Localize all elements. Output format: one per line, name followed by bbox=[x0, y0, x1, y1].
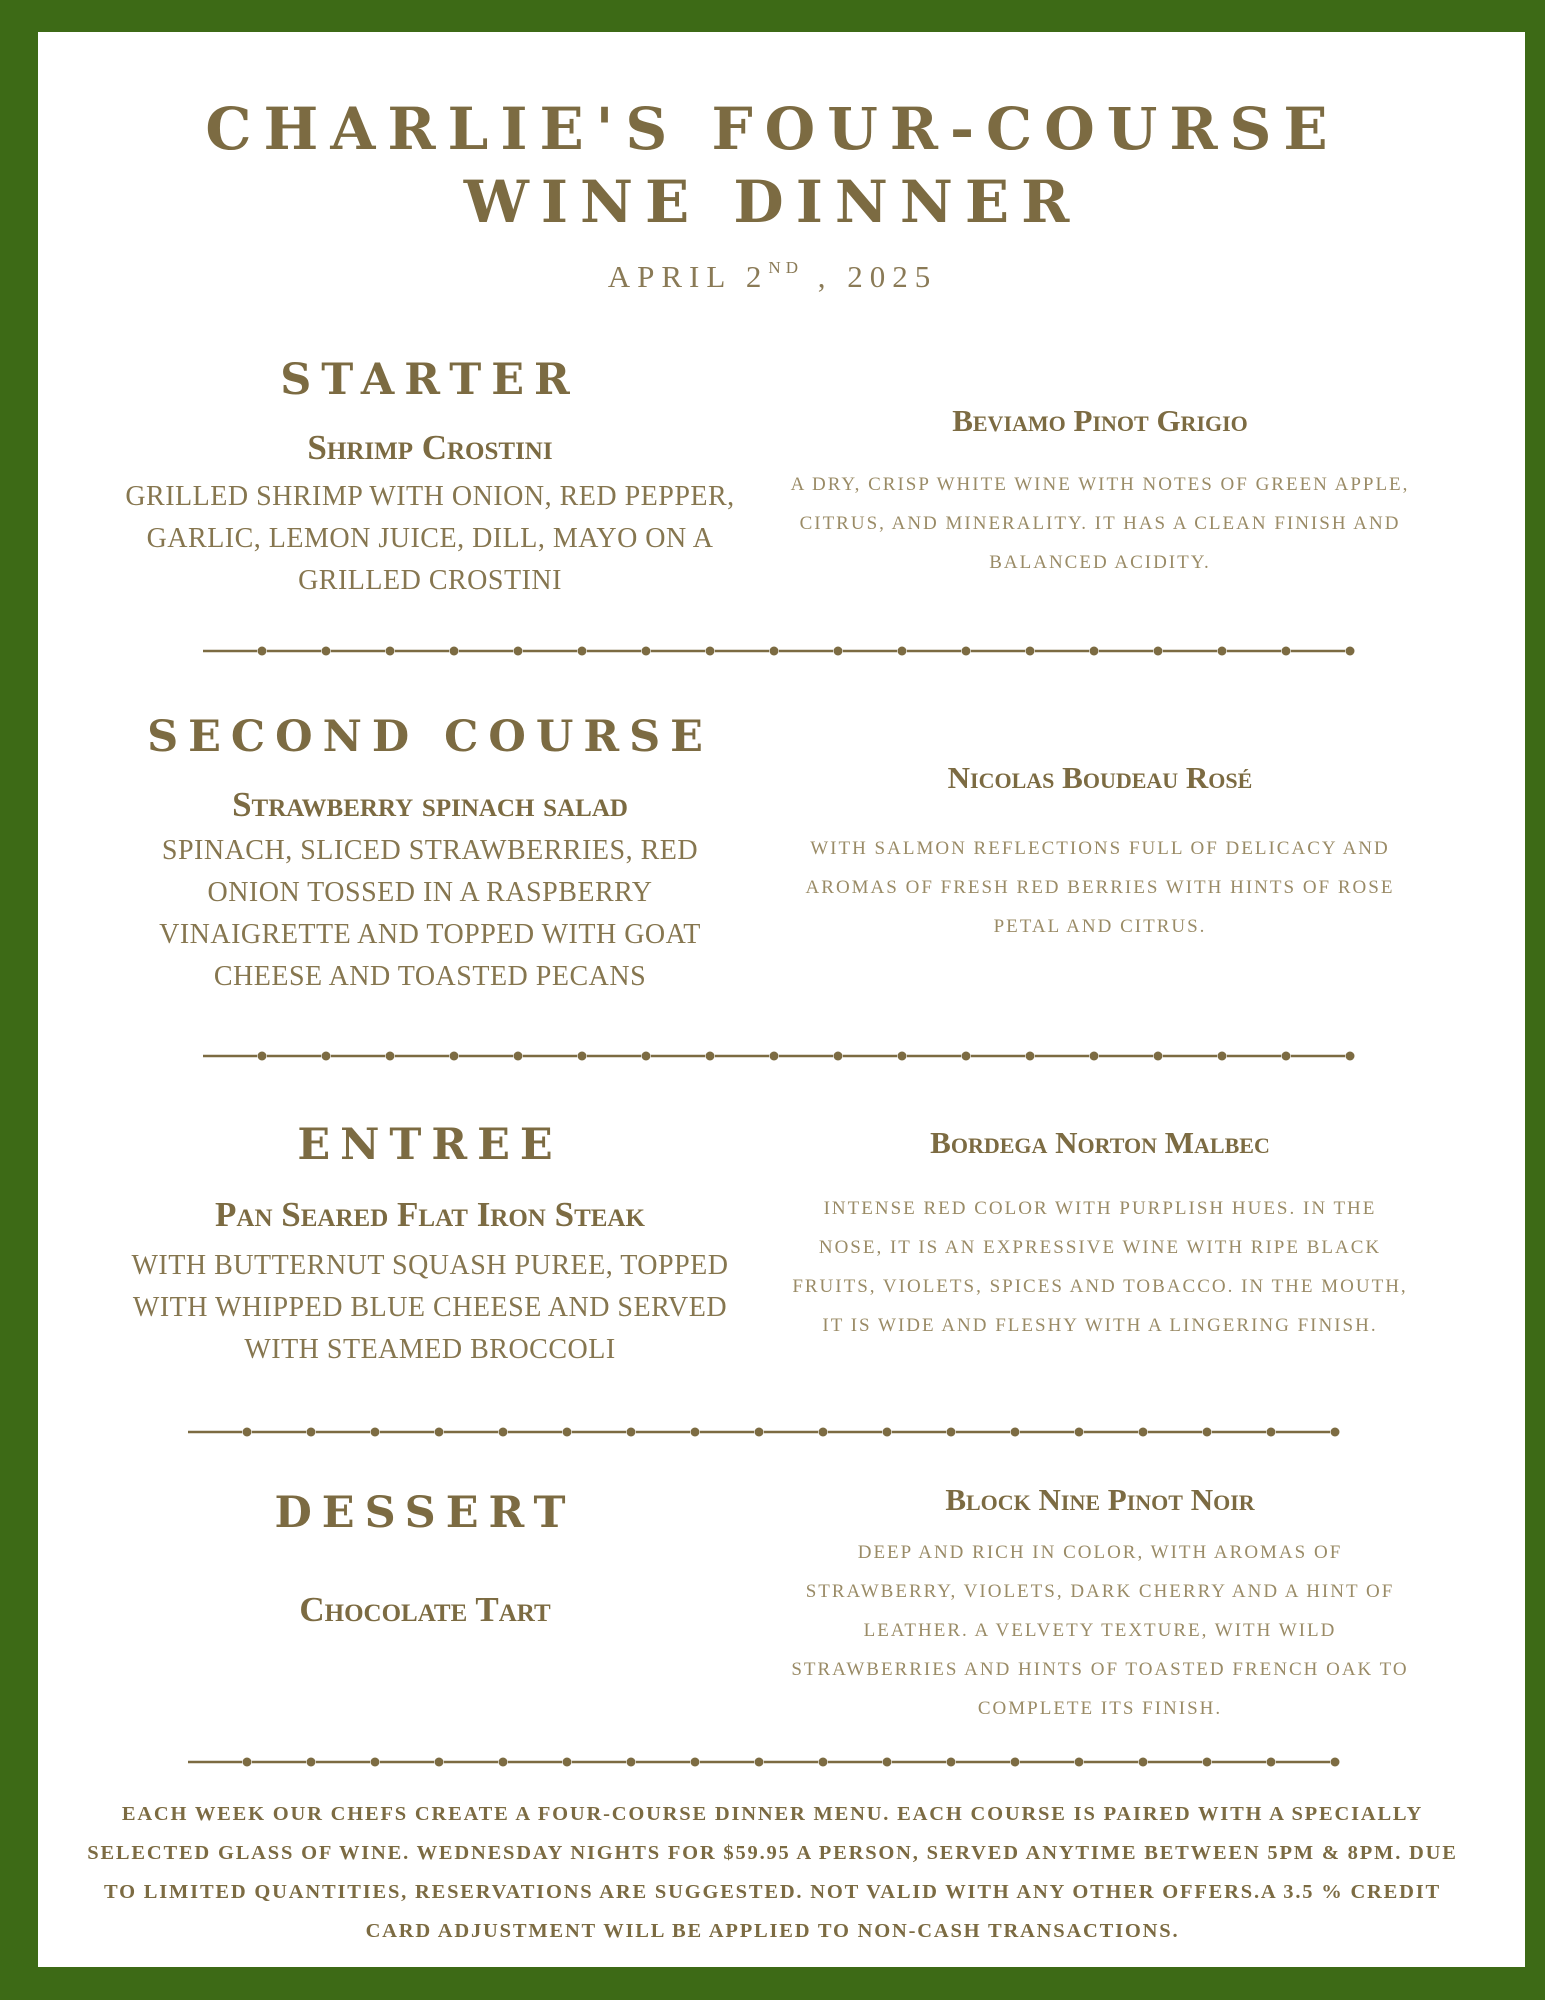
divider-dot bbox=[307, 1758, 316, 1767]
divider-dot bbox=[371, 1758, 380, 1767]
footer-terms: EACH WEEK OUR CHEFS CREATE A FOUR-COURSE DINNER MENU. EACH COURSE IS PAIRED WITH A SPECIALLY SELECTED GLASS OF WINE. WEDNESDAY NIGHTS FOR $59.95 A PERSON, SERVED ANYTIME BETWEEN 5PM & 8PM. DUE TO LIMITED QUANTITIES, RESERVATIONS ARE SUGGESTED. NOT VALID WITH ANY OTHER OFFERS.A 3.5 % CREDIT CARD ADJUSTMENT WILL BE APPLIED TO NON-CASH TRANSACTIONS. bbox=[87, 1803, 1458, 1942]
divider-dot bbox=[435, 1758, 444, 1767]
divider-dot bbox=[1026, 1052, 1035, 1061]
divider-dot bbox=[770, 647, 779, 656]
dish-description-starter: GRILLED SHRIMP WITH ONION, RED PEPPER, GARLIC, LEMON JUICE, DILL, MAYO ON A GRILLED CROSTINI bbox=[125, 481, 735, 596]
divider-dot bbox=[1203, 1758, 1212, 1767]
divider-dot bbox=[1346, 647, 1355, 656]
divider-dot bbox=[307, 1428, 316, 1437]
divider-dot bbox=[563, 1428, 572, 1437]
wine-notes-second-course: WITH SALMON REFLECTIONS FULL OF DELICACY AND AROMAS OF FRESH RED BERRIES WITH HINTS OF ROSE PETAL AND CITRUS. bbox=[805, 838, 1395, 937]
divider-dot bbox=[883, 1758, 892, 1767]
divider-dot bbox=[371, 1428, 380, 1437]
divider-dot bbox=[1075, 1428, 1084, 1437]
event-date-year: , 2025 bbox=[802, 259, 938, 294]
divider-dot bbox=[642, 1052, 651, 1061]
divider-dot bbox=[1011, 1758, 1020, 1767]
divider-dot bbox=[834, 1052, 843, 1061]
wine-name-starter: Beviamo Pinot Grigio bbox=[952, 403, 1248, 438]
divider-dot bbox=[243, 1758, 252, 1767]
divider-dot bbox=[691, 1428, 700, 1437]
divider-dot bbox=[258, 647, 267, 656]
divider-dot bbox=[706, 647, 715, 656]
wine-notes-dessert: DEEP AND RICH IN COLOR, WITH AROMAS OF STRAWBERRY, VIOLETS, DARK CHERRY AND A HINT OF LEATHER. A VELVETY TEXTURE, WITH WILD STRAWBERRIES AND HINTS OF TOASTED FRENCH OAK TO COMPLETE ITS FINISH. bbox=[791, 1542, 1409, 1719]
divider-dot bbox=[1026, 647, 1035, 656]
divider-dot bbox=[898, 647, 907, 656]
divider-3 bbox=[188, 1425, 1353, 1439]
course-heading-starter: STARTER bbox=[280, 355, 580, 405]
divider-dot bbox=[1139, 1758, 1148, 1767]
divider-dot bbox=[1331, 1428, 1340, 1437]
dish-name-starter: Shrimp Crostini bbox=[307, 428, 553, 467]
dish-name-dessert: Chocolate Tart bbox=[299, 1590, 551, 1629]
divider-dot bbox=[1267, 1428, 1276, 1437]
divider-dot bbox=[578, 1052, 587, 1061]
divider-4 bbox=[188, 1755, 1353, 1769]
divider-dot bbox=[322, 647, 331, 656]
divider-dot bbox=[627, 1758, 636, 1767]
divider-dot bbox=[883, 1428, 892, 1437]
event-date-suffix: ND bbox=[768, 258, 803, 277]
divider-dot bbox=[1075, 1758, 1084, 1767]
divider-dot bbox=[1154, 1052, 1163, 1061]
divider-dot bbox=[1218, 647, 1227, 656]
divider-dot bbox=[435, 1428, 444, 1437]
dish-description-entree: WITH BUTTERNUT SQUASH PUREE, TOPPED WITH WHIPPED BLUE CHEESE AND SERVED WITH STEAMED BROCCOLI bbox=[131, 1250, 729, 1365]
divider-dot bbox=[1090, 647, 1099, 656]
divider-dot bbox=[514, 647, 523, 656]
divider-dot bbox=[1154, 647, 1163, 656]
divider-dot bbox=[578, 647, 587, 656]
divider-dot bbox=[755, 1758, 764, 1767]
wine-name-dessert: Block Nine Pinot Noir bbox=[945, 1482, 1255, 1517]
divider-dot bbox=[1218, 1052, 1227, 1061]
divider-dot bbox=[563, 1758, 572, 1767]
divider-dot bbox=[1346, 1052, 1355, 1061]
divider-dot bbox=[258, 1052, 267, 1061]
divider-dot bbox=[1282, 1052, 1291, 1061]
divider-dot bbox=[450, 647, 459, 656]
divider-dot bbox=[947, 1428, 956, 1437]
wine-name-entree: Bordega Norton Malbec bbox=[930, 1125, 1270, 1160]
divider-dot bbox=[706, 1052, 715, 1061]
divider-dot bbox=[1090, 1052, 1099, 1061]
divider-dot bbox=[322, 1052, 331, 1061]
course-heading-second-course: SECOND COURSE bbox=[147, 712, 713, 762]
divider-dot bbox=[514, 1052, 523, 1061]
divider-dot bbox=[642, 647, 651, 656]
wine-notes-starter: A DRY, CRISP WHITE WINE WITH NOTES OF GREEN APPLE, CITRUS, AND MINERALITY. IT HAS A CLEAN FINISH AND BALANCED ACIDITY. bbox=[790, 474, 1410, 573]
divider-1 bbox=[203, 644, 1398, 658]
event-date-month-day: APRIL 2 bbox=[607, 259, 769, 294]
menu-title-line-2: WINE DINNER bbox=[463, 168, 1082, 236]
divider-dot bbox=[834, 647, 843, 656]
divider-dot bbox=[1282, 647, 1291, 656]
divider-dot bbox=[386, 647, 395, 656]
course-heading-dessert: DESSERT bbox=[274, 1488, 576, 1538]
divider-dot bbox=[1139, 1428, 1148, 1437]
divider-dot bbox=[386, 1052, 395, 1061]
divider-dot bbox=[1011, 1428, 1020, 1437]
divider-dot bbox=[770, 1052, 779, 1061]
dish-description-second-course: SPINACH, SLICED STRAWBERRIES, RED ONION TOSSED IN A RASPBERRY VINAIGRETTE AND TOPPED WITH GOAT CHEESE AND TOASTED PECANS bbox=[159, 835, 701, 992]
divider-dot bbox=[898, 1052, 907, 1061]
dish-name-entree: Pan Seared Flat Iron Steak bbox=[215, 1195, 645, 1234]
divider-dot bbox=[627, 1428, 636, 1437]
divider-dot bbox=[691, 1758, 700, 1767]
divider-dot bbox=[499, 1758, 508, 1767]
menu-title-line-1: CHARLIE'S FOUR-COURSE bbox=[205, 95, 1340, 163]
wine-name-second-course: Nicolas Boudeau Rosé bbox=[947, 760, 1253, 795]
divider-dot bbox=[1331, 1758, 1340, 1767]
divider-dot bbox=[962, 647, 971, 656]
divider-dot bbox=[962, 1052, 971, 1061]
wine-notes-entree: INTENSE RED COLOR WITH PURPLISH HUES. IN THE NOSE, IT IS AN EXPRESSIVE WINE WITH RIPE BLACK FRUITS, VIOLETS, SPICES AND TOBACCO. IN THE MOUTH, IT IS WIDE AND FLESHY WITH A LINGERING FINISH. bbox=[792, 1198, 1408, 1336]
divider-dot bbox=[819, 1428, 828, 1437]
dish-name-second-course: Strawberry spinach salad bbox=[232, 785, 628, 824]
divider-dot bbox=[819, 1758, 828, 1767]
divider-dot bbox=[499, 1428, 508, 1437]
divider-dot bbox=[243, 1428, 252, 1437]
event-date bbox=[0, 258, 1545, 295]
divider-dot bbox=[1203, 1428, 1212, 1437]
divider-2 bbox=[203, 1049, 1368, 1063]
course-heading-entree: ENTREE bbox=[297, 1120, 563, 1170]
divider-dot bbox=[947, 1758, 956, 1767]
divider-dot bbox=[450, 1052, 459, 1061]
divider-dot bbox=[1267, 1758, 1276, 1767]
divider-dot bbox=[755, 1428, 764, 1437]
